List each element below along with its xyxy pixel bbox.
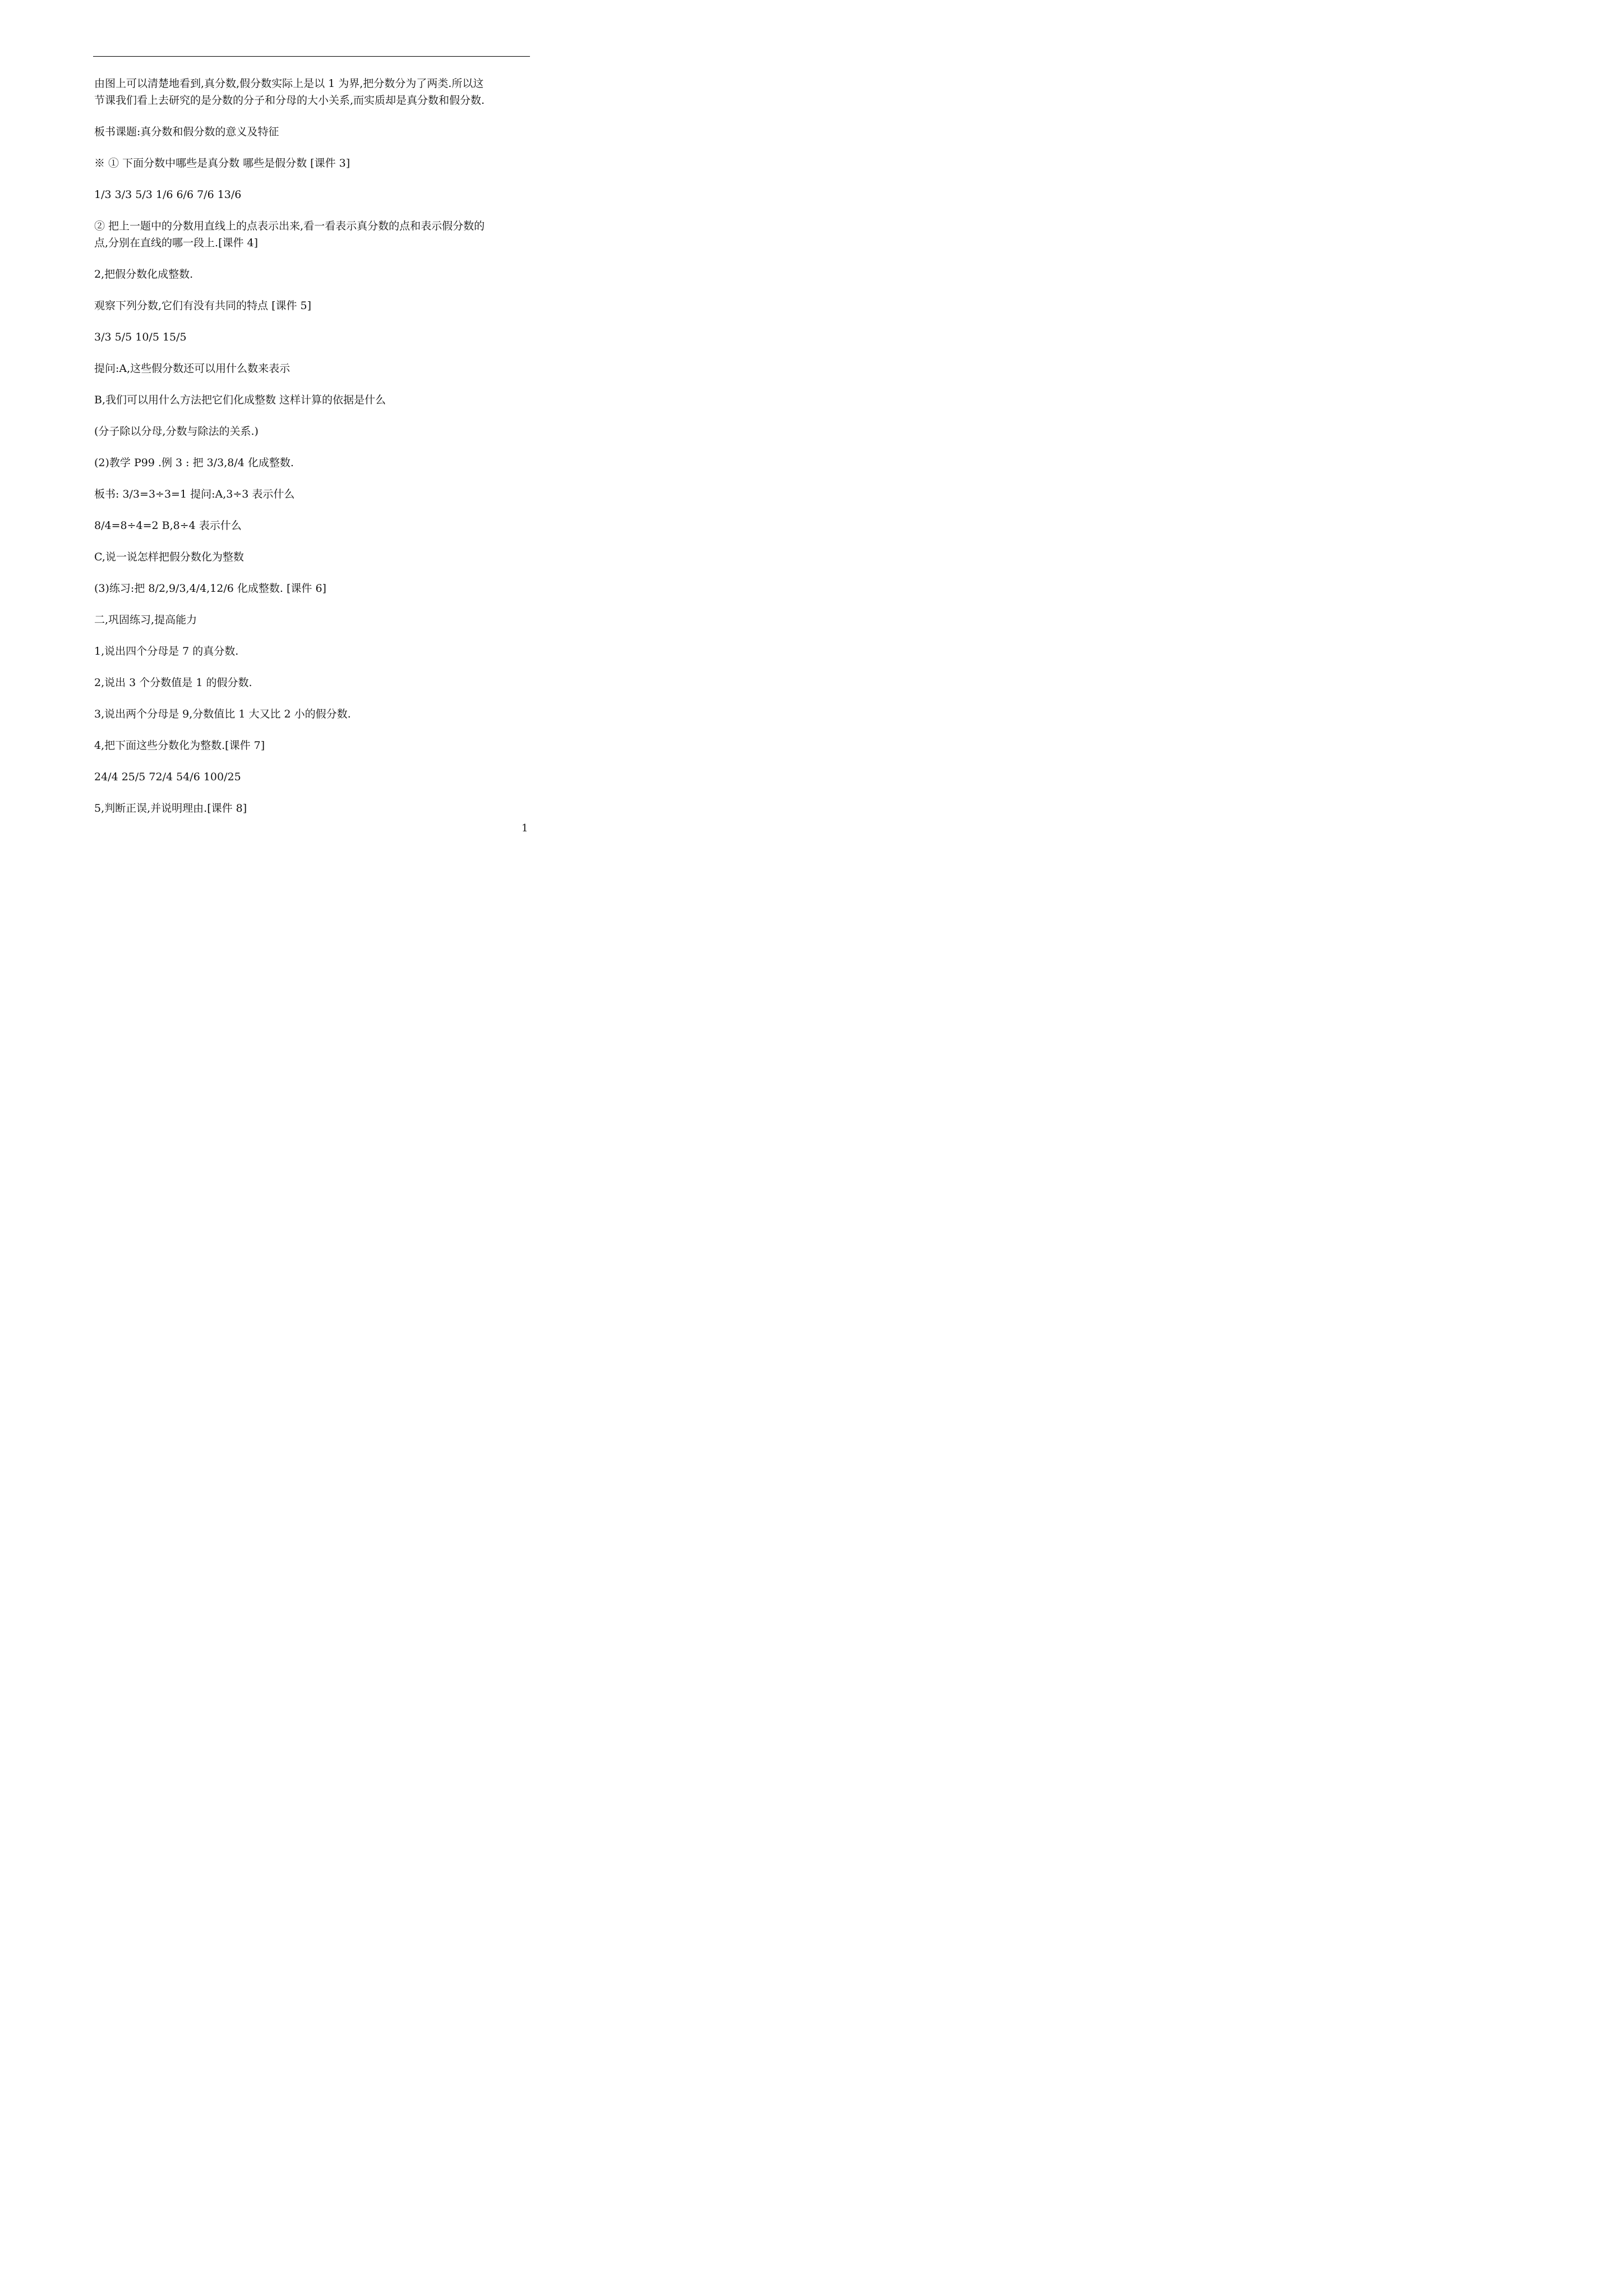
- text-line: 板书: 3/3=3÷3=1 提问:A,3÷3 表示什么: [94, 488, 295, 500]
- paragraph: [94, 360, 529, 377]
- paragraph: [94, 218, 529, 251]
- paragraph: [94, 769, 529, 785]
- text-line: 点,分别在直线的哪一段上.[课件 4]: [94, 237, 259, 249]
- paragraph: [94, 706, 529, 723]
- text-line: C,说一说怎样把假分数化为整数: [94, 551, 244, 563]
- paragraph: [94, 549, 529, 565]
- text-line: (分子除以分母,分数与除法的关系.): [94, 425, 259, 438]
- paragraph: [94, 155, 529, 172]
- paragraph: [94, 674, 529, 691]
- header-rule: [93, 56, 530, 57]
- paragraph: [94, 737, 529, 754]
- text-line: 4,把下面这些分数化为整数.[课件 7]: [94, 739, 265, 752]
- text-line: B,我们可以用什么方法把它们化成整数 这样计算的依据是什么: [94, 394, 386, 406]
- paragraph: [94, 800, 529, 817]
- paragraph: [94, 486, 529, 503]
- text-line: 3/3 5/5 10/5 15/5: [94, 331, 187, 343]
- paragraph: [94, 186, 529, 203]
- text-line: 5,判断正误,并说明理由.[课件 8]: [94, 802, 247, 815]
- text-line: (3)练习:把 8/2,9/3,4/4,12/6 化成整数. [课件 6]: [94, 582, 326, 595]
- paragraph: [94, 266, 529, 283]
- paragraph: [94, 123, 529, 140]
- text-line: 节课我们看上去研究的是分数的分子和分母的大小关系,而实质却是真分数和假分数.: [94, 94, 485, 107]
- paragraph: [94, 75, 529, 109]
- text-line: 二,巩固练习,提高能力: [94, 614, 197, 626]
- paragraph: [94, 611, 529, 628]
- text-line: ② 把上一题中的分数用直线上的点表示出来,看一看表示真分数的点和表示假分数的: [94, 220, 485, 232]
- paragraph: [94, 643, 529, 660]
- text-line: 板书课题:真分数和假分数的意义及特征: [94, 126, 279, 138]
- paragraph: [94, 454, 529, 471]
- page-number: 1: [522, 822, 528, 834]
- text-line: 2,把假分数化成整数.: [94, 268, 193, 280]
- text-line: (2)教学 P99 .例 3 : 把 3/3,8/4 化成整数.: [94, 457, 294, 469]
- text-line: 提问:A,这些假分数还可以用什么数来表示: [94, 362, 291, 375]
- text-line: 8/4=8÷4=2 B,8÷4 表示什么: [94, 519, 242, 532]
- text-line: 24/4 25/5 72/4 54/6 100/25: [94, 771, 241, 783]
- text-line: 观察下列分数,它们有没有共同的特点 [课件 5]: [94, 300, 312, 312]
- paragraph: [94, 423, 529, 440]
- paragraph: [94, 392, 529, 408]
- text-line: 由图上可以清楚地看到,真分数,假分数实际上是以 1 为界,把分数分为了两类.所以这: [94, 77, 484, 90]
- paragraph: [94, 517, 529, 534]
- paragraph: [94, 580, 529, 597]
- text-line: 1/3 3/3 5/3 1/6 6/6 7/6 13/6: [94, 188, 242, 201]
- paragraph: [94, 297, 529, 314]
- document-page: [0, 0, 617, 873]
- paragraph: [94, 329, 529, 346]
- text-line: 3,说出两个分母是 9,分数值比 1 大又比 2 小的假分数.: [94, 708, 351, 720]
- text-line: 1,说出四个分母是 7 的真分数.: [94, 645, 239, 657]
- text-line: ※ ① 下面分数中哪些是真分数 哪些是假分数 [课件 3]: [94, 157, 351, 169]
- document-body: [94, 75, 529, 831]
- text-line: 2,说出 3 个分数值是 1 的假分数.: [94, 677, 252, 689]
